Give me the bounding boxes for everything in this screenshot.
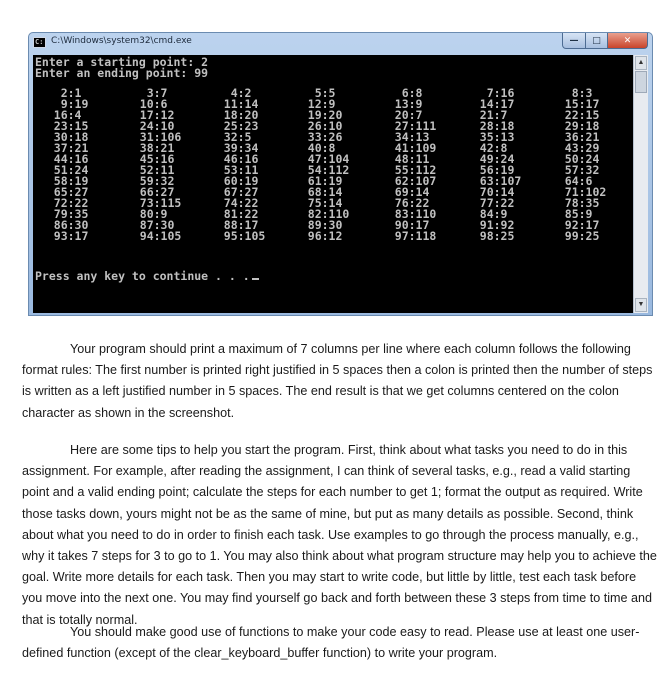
steps-cell: 62:107 xyxy=(374,174,437,188)
steps-cell: 73:115 xyxy=(119,196,182,210)
steps-cell: 87:30 xyxy=(119,218,175,232)
steps-cell: 4:2 xyxy=(203,86,252,100)
steps-cell: 39:34 xyxy=(203,141,259,155)
steps-cell: 12:9 xyxy=(287,97,336,111)
continue-message: Press any key to continue . . . xyxy=(35,269,250,283)
steps-cell: 38:21 xyxy=(119,141,175,155)
scroll-down-arrow-icon[interactable]: ▼ xyxy=(635,298,647,312)
steps-cell: 81:22 xyxy=(203,207,259,221)
steps-cell: 14:17 xyxy=(459,97,515,111)
steps-cell: 93:17 xyxy=(33,229,89,243)
steps-cell: 40:8 xyxy=(287,141,336,155)
steps-cell: 67:27 xyxy=(203,185,259,199)
steps-cell: 88:17 xyxy=(203,218,259,232)
cmd-icon: C: xyxy=(33,37,46,48)
steps-cell: 45:16 xyxy=(119,152,175,166)
steps-cell: 89:30 xyxy=(287,218,343,232)
steps-cell: 84:9 xyxy=(459,207,508,221)
steps-column xyxy=(119,88,181,242)
steps-cell: 79:35 xyxy=(33,207,89,221)
steps-cell: 33:26 xyxy=(287,130,343,144)
steps-cell: 26:10 xyxy=(287,119,343,133)
steps-cell: 51:24 xyxy=(33,163,89,177)
steps-cell: 76:22 xyxy=(374,196,430,210)
steps-cell: 7:16 xyxy=(459,86,515,100)
steps-cell: 55:112 xyxy=(374,163,437,177)
steps-cell: 6:8 xyxy=(374,86,423,100)
steps-cell: 9:19 xyxy=(33,97,89,111)
paragraph-tips: Here are some tips to help you start the program. First, think about what tasks you need to do in this assignment. For example, after reading the assignment, I can think of several tasks, e.g., read a valid starting point and a valid ending point; calculate the steps for each number to get 1; format the output as required. Write those tasks down, yours might not be as the same of mine, but put as many details as possible. Second, think about what you need to do in order to finish each task. Use examples to go through the process manually, e.g., why it takes 7 steps for 3 to go to 1. You may also think about what program structure may help you to achieve the goal. Write more details for each task. Then you may start to write code, but little by little, test each task before you move into the next one. You may find yourself go back and forth between these 3 steps from time to time and that is totally normal. xyxy=(22,443,657,627)
steps-cell: 42:8 xyxy=(459,141,508,155)
steps-cell: 90:17 xyxy=(374,218,430,232)
scroll-up-arrow-icon[interactable]: ▲ xyxy=(635,56,647,70)
steps-cell: 59:32 xyxy=(119,174,175,188)
steps-cell: 23:15 xyxy=(33,119,89,133)
steps-column xyxy=(374,88,436,242)
steps-cell: 25:23 xyxy=(203,119,259,133)
steps-cell: 13:9 xyxy=(374,97,423,111)
steps-cell: 21:7 xyxy=(459,108,508,122)
steps-cell: 43:29 xyxy=(544,141,600,155)
steps-cell: 99:25 xyxy=(544,229,600,243)
steps-cell: 24:10 xyxy=(119,119,175,133)
steps-cell: 52:11 xyxy=(119,163,175,177)
steps-cell: 92:17 xyxy=(544,218,600,232)
maximize-button[interactable]: □ xyxy=(586,33,608,49)
steps-column xyxy=(287,88,349,242)
steps-cell: 53:11 xyxy=(203,163,259,177)
steps-cell: 36:21 xyxy=(544,130,600,144)
steps-cell: 44:16 xyxy=(33,152,89,166)
steps-cell: 2:1 xyxy=(33,86,82,100)
steps-cell: 82:110 xyxy=(287,207,350,221)
window-title: C:\Windows\system32\cmd.exe xyxy=(51,36,192,46)
steps-cell: 18:20 xyxy=(203,108,259,122)
steps-cell: 85:9 xyxy=(544,207,593,221)
steps-cell: 97:118 xyxy=(374,229,437,243)
steps-cell: 41:109 xyxy=(374,141,437,155)
steps-cell: 95:105 xyxy=(203,229,266,243)
steps-column xyxy=(203,88,265,242)
minimize-button[interactable]: — xyxy=(562,33,586,49)
paragraph-functions: You should make good use of functions to make your code easy to read. Please use at least one user-defined function (except of the clear_keyboard_buffer function) to write your program. xyxy=(22,625,640,661)
steps-cell: 28:18 xyxy=(459,119,515,133)
steps-cell: 46:16 xyxy=(203,152,259,166)
close-button[interactable]: ✕ xyxy=(608,33,648,49)
steps-cell: 94:105 xyxy=(119,229,182,243)
steps-cell: 10:6 xyxy=(119,97,168,111)
steps-cell: 16:4 xyxy=(33,108,82,122)
steps-cell: 48:11 xyxy=(374,152,430,166)
steps-cell: 35:13 xyxy=(459,130,515,144)
steps-cell: 61:19 xyxy=(287,174,343,188)
steps-column xyxy=(459,88,521,242)
steps-cell: 70:14 xyxy=(459,185,515,199)
steps-cell: 71:102 xyxy=(544,185,607,199)
steps-cell: 37:21 xyxy=(33,141,89,155)
steps-cell: 30:18 xyxy=(33,130,89,144)
paragraph-format-rules: Your program should print a maximum of 7 columns per line where each column follows the following format rules: The first number is printed right justified in 5 spaces then a colon is printed then the number of steps is written as a left justified number in 5 spaces. The end result is that we get columns centered on the colon character as shown in the screenshot. xyxy=(22,342,653,420)
steps-cell: 83:110 xyxy=(374,207,437,221)
steps-cell: 66:27 xyxy=(119,185,175,199)
steps-cell: 22:15 xyxy=(544,108,600,122)
steps-column xyxy=(544,88,606,242)
end-prompt: Enter an ending point: 99 xyxy=(35,66,209,80)
window-controls xyxy=(562,33,648,50)
steps-cell: 32:5 xyxy=(203,130,252,144)
steps-cell: 64:6 xyxy=(544,174,593,188)
steps-cell: 15:17 xyxy=(544,97,600,111)
text-cursor xyxy=(252,278,259,280)
console-output[interactable] xyxy=(33,55,633,313)
steps-cell: 96:12 xyxy=(287,229,343,243)
steps-cell: 3:7 xyxy=(119,86,168,100)
steps-table xyxy=(33,88,633,264)
steps-column xyxy=(33,88,88,242)
steps-cell: 49:24 xyxy=(459,152,515,166)
steps-cell: 58:19 xyxy=(33,174,89,188)
steps-cell: 8:3 xyxy=(544,86,593,100)
continue-line xyxy=(35,271,259,282)
steps-cell: 69:14 xyxy=(374,185,430,199)
steps-cell: 57:32 xyxy=(544,163,600,177)
steps-cell: 65:27 xyxy=(33,185,89,199)
title-bar[interactable] xyxy=(29,33,652,55)
steps-cell: 11:14 xyxy=(203,97,259,111)
steps-cell: 91:92 xyxy=(459,218,515,232)
steps-cell: 98:25 xyxy=(459,229,515,243)
steps-cell: 5:5 xyxy=(287,86,336,100)
steps-cell: 19:20 xyxy=(287,108,343,122)
steps-cell: 50:24 xyxy=(544,152,600,166)
steps-cell: 86:30 xyxy=(33,218,89,232)
steps-cell: 60:19 xyxy=(203,174,259,188)
steps-cell: 77:22 xyxy=(459,196,515,210)
steps-cell: 68:14 xyxy=(287,185,343,199)
steps-cell: 47:104 xyxy=(287,152,350,166)
start-prompt: Enter a starting point: 2 xyxy=(35,55,209,69)
steps-cell: 29:18 xyxy=(544,119,600,133)
steps-cell: 34:13 xyxy=(374,130,430,144)
steps-cell: 56:19 xyxy=(459,163,515,177)
console-window xyxy=(28,32,653,316)
steps-cell: 17:12 xyxy=(119,108,175,122)
scrollbar-thumb[interactable] xyxy=(635,71,647,93)
steps-cell: 74:22 xyxy=(203,196,259,210)
steps-cell: 80:9 xyxy=(119,207,168,221)
steps-cell: 78:35 xyxy=(544,196,600,210)
steps-cell: 20:7 xyxy=(374,108,423,122)
steps-cell: 54:112 xyxy=(287,163,350,177)
vertical-scrollbar[interactable] xyxy=(633,55,648,313)
steps-cell: 75:14 xyxy=(287,196,343,210)
steps-cell: 63:107 xyxy=(459,174,522,188)
steps-cell: 72:22 xyxy=(33,196,89,210)
steps-cell: 31:106 xyxy=(119,130,182,144)
steps-cell: 27:111 xyxy=(374,119,437,133)
